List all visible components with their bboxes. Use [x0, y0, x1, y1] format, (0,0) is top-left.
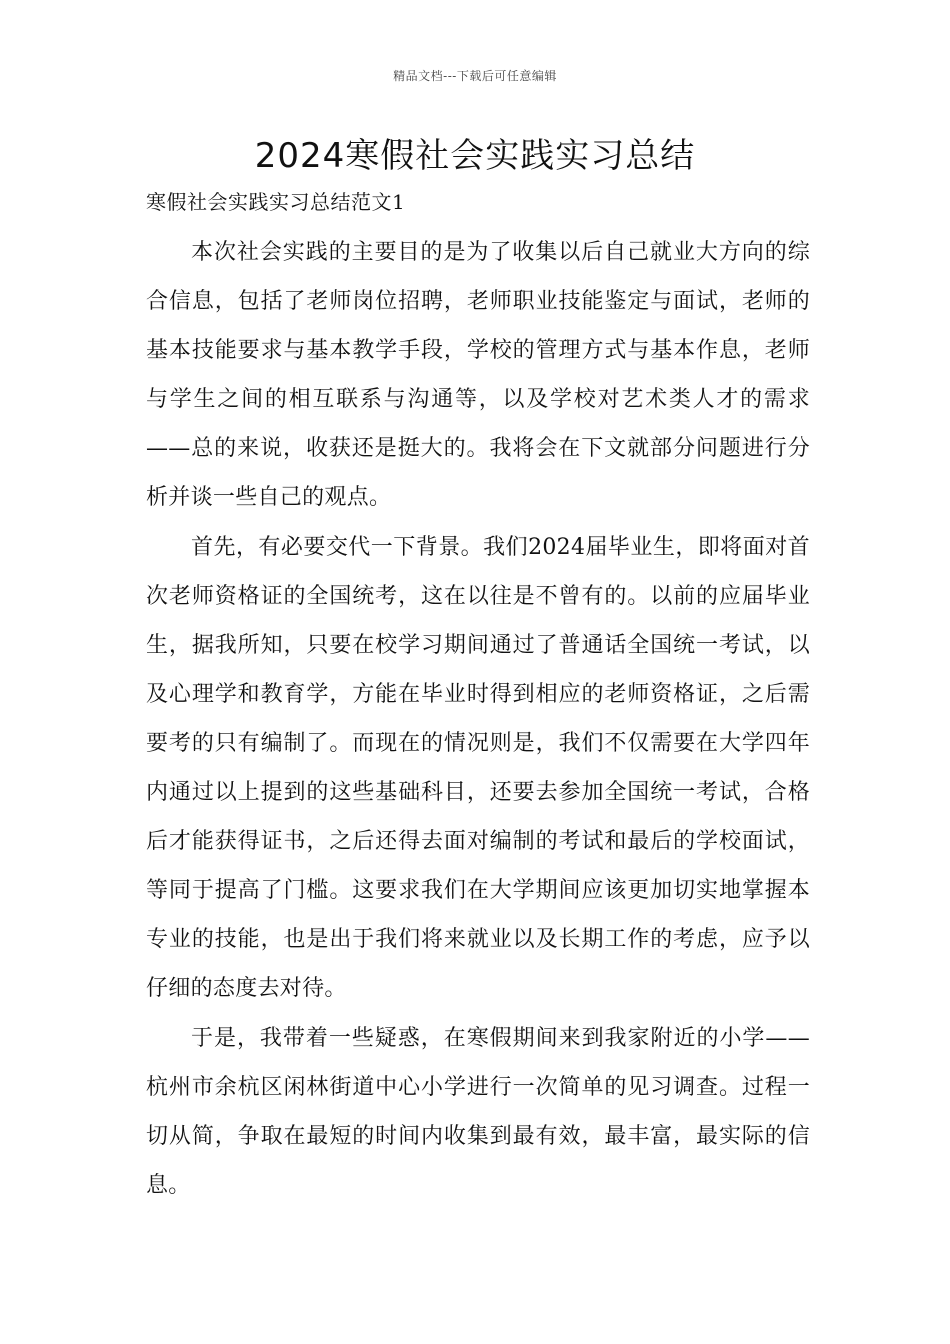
- header-note: 精品文档---下载后可任意编辑: [393, 69, 557, 83]
- paragraph: 首先，有必要交代一下背景。我们2024届毕业生，即将面对首次老师资格证的全国统考，这在以往是不曾有的。以前的应届毕业生，据我所知，只要在校学习期间通过了普通话全国统一考试，以及心理学和教育学，方能在毕业时得到相应的老师资格证，之后需要考的只有编制了。而现在的情况则是，我们不仅需要在大学四年内通过以上提到的这些基础科目，还要去参加全国统一考试，合格后才能获得证书，之后还得去面对编制的考试和最后的学校面试，等同于提高了门槛。这要求我们在大学期间应该更加切实地掌握本专业的技能，也是出于我们将来就业以及长期工作的考虑，应予以仔细的态度去对待。: [146, 535, 810, 1001]
- paragraph: 本次社会实践的主要目的是为了收集以后自己就业大方向的综合信息，包括了老师岗位招聘，老师职业技能鉴定与面试，老师的基本技能要求与基本教学手段，学校的管理方式与基本作息，老师与学生之间的相互联系与沟通等，以及学校对艺术类人才的需求——总的来说，收获还是挺大的。我将会在下文就部分问题进行分析并谈一些自己的观点。: [146, 240, 810, 510]
- section-subheading: 寒假社会实践实习总结范文1: [146, 190, 406, 214]
- paragraph: 于是，我带着一些疑惑，在寒假期间来到我家附近的小学——杭州市余杭区闲林街道中心小学进行一次简单的见习调查。过程一切从简，争取在最短的时间内收集到最有效，最丰富，最实际的信息。: [146, 1026, 810, 1198]
- document-title: 2024寒假社会实践实习总结: [254, 136, 696, 176]
- document-body: [146, 228, 810, 1211]
